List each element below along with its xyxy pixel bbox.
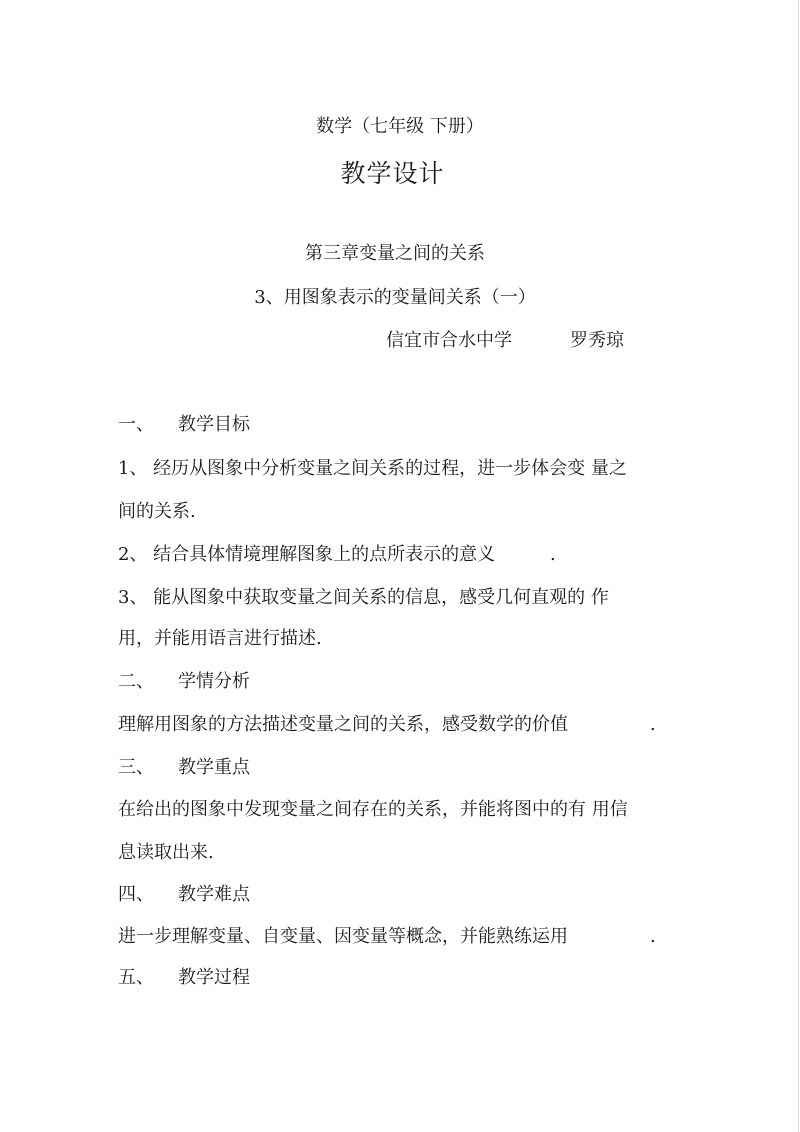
chapter-title: 第三章变量之间的关系 (305, 243, 485, 264)
document-title: 教学设计 (340, 159, 445, 188)
goal-1-line-2: 间的关系. (118, 501, 196, 522)
goal-2-line-1: 2、 结合具体情境理解图象上的点所表示的意义 (118, 544, 496, 565)
goal-2-period: . (550, 544, 556, 565)
section-3-heading: 教学重点 (178, 757, 250, 778)
goal-3-line-2: 用，并能用语言进行描述. (118, 628, 322, 649)
page-edge-line (798, 0, 799, 1132)
goal-3-line-1: 3、 能从图象中获取变量之间关系的信息，感受几何直观的 作 (118, 587, 609, 608)
section-1-number: 一、 (118, 414, 154, 435)
section-5-number: 五、 (118, 967, 154, 988)
goal-1-line-1: 1、 经历从图象中分析变量之间关系的过程，进一步体会变 量之 (118, 458, 627, 479)
school-name: 信宜市合水中学 (386, 330, 512, 351)
section-2-period: . (650, 714, 656, 735)
section-2-text: 理解用图象的方法描述变量之间的关系，感受数学的价值 (118, 714, 568, 735)
section-3-line-1: 在给出的图象中发现变量之间存在的关系，并能将图中的有 用信 (118, 799, 628, 820)
section-4-number: 四、 (118, 884, 154, 905)
subject-line: 数学（七年级 下册） (316, 116, 484, 137)
section-2-heading: 学情分析 (178, 671, 250, 692)
section-4-period: . (650, 926, 656, 947)
section-4-heading: 教学难点 (178, 884, 250, 905)
section-1-heading: 教学目标 (178, 414, 250, 435)
section-title: 3、用图象表示的变量间关系（一） (254, 287, 536, 308)
section-5-heading: 教学过程 (178, 967, 250, 988)
section-2-number: 二、 (118, 671, 154, 692)
section-3-line-2: 息读取出来. (118, 842, 214, 863)
section-3-number: 三、 (118, 757, 154, 778)
author-name: 罗秀琼 (570, 330, 624, 351)
section-4-text: 进一步理解变量、自变量、因变量等概念，并能熟练运用 (118, 926, 568, 947)
